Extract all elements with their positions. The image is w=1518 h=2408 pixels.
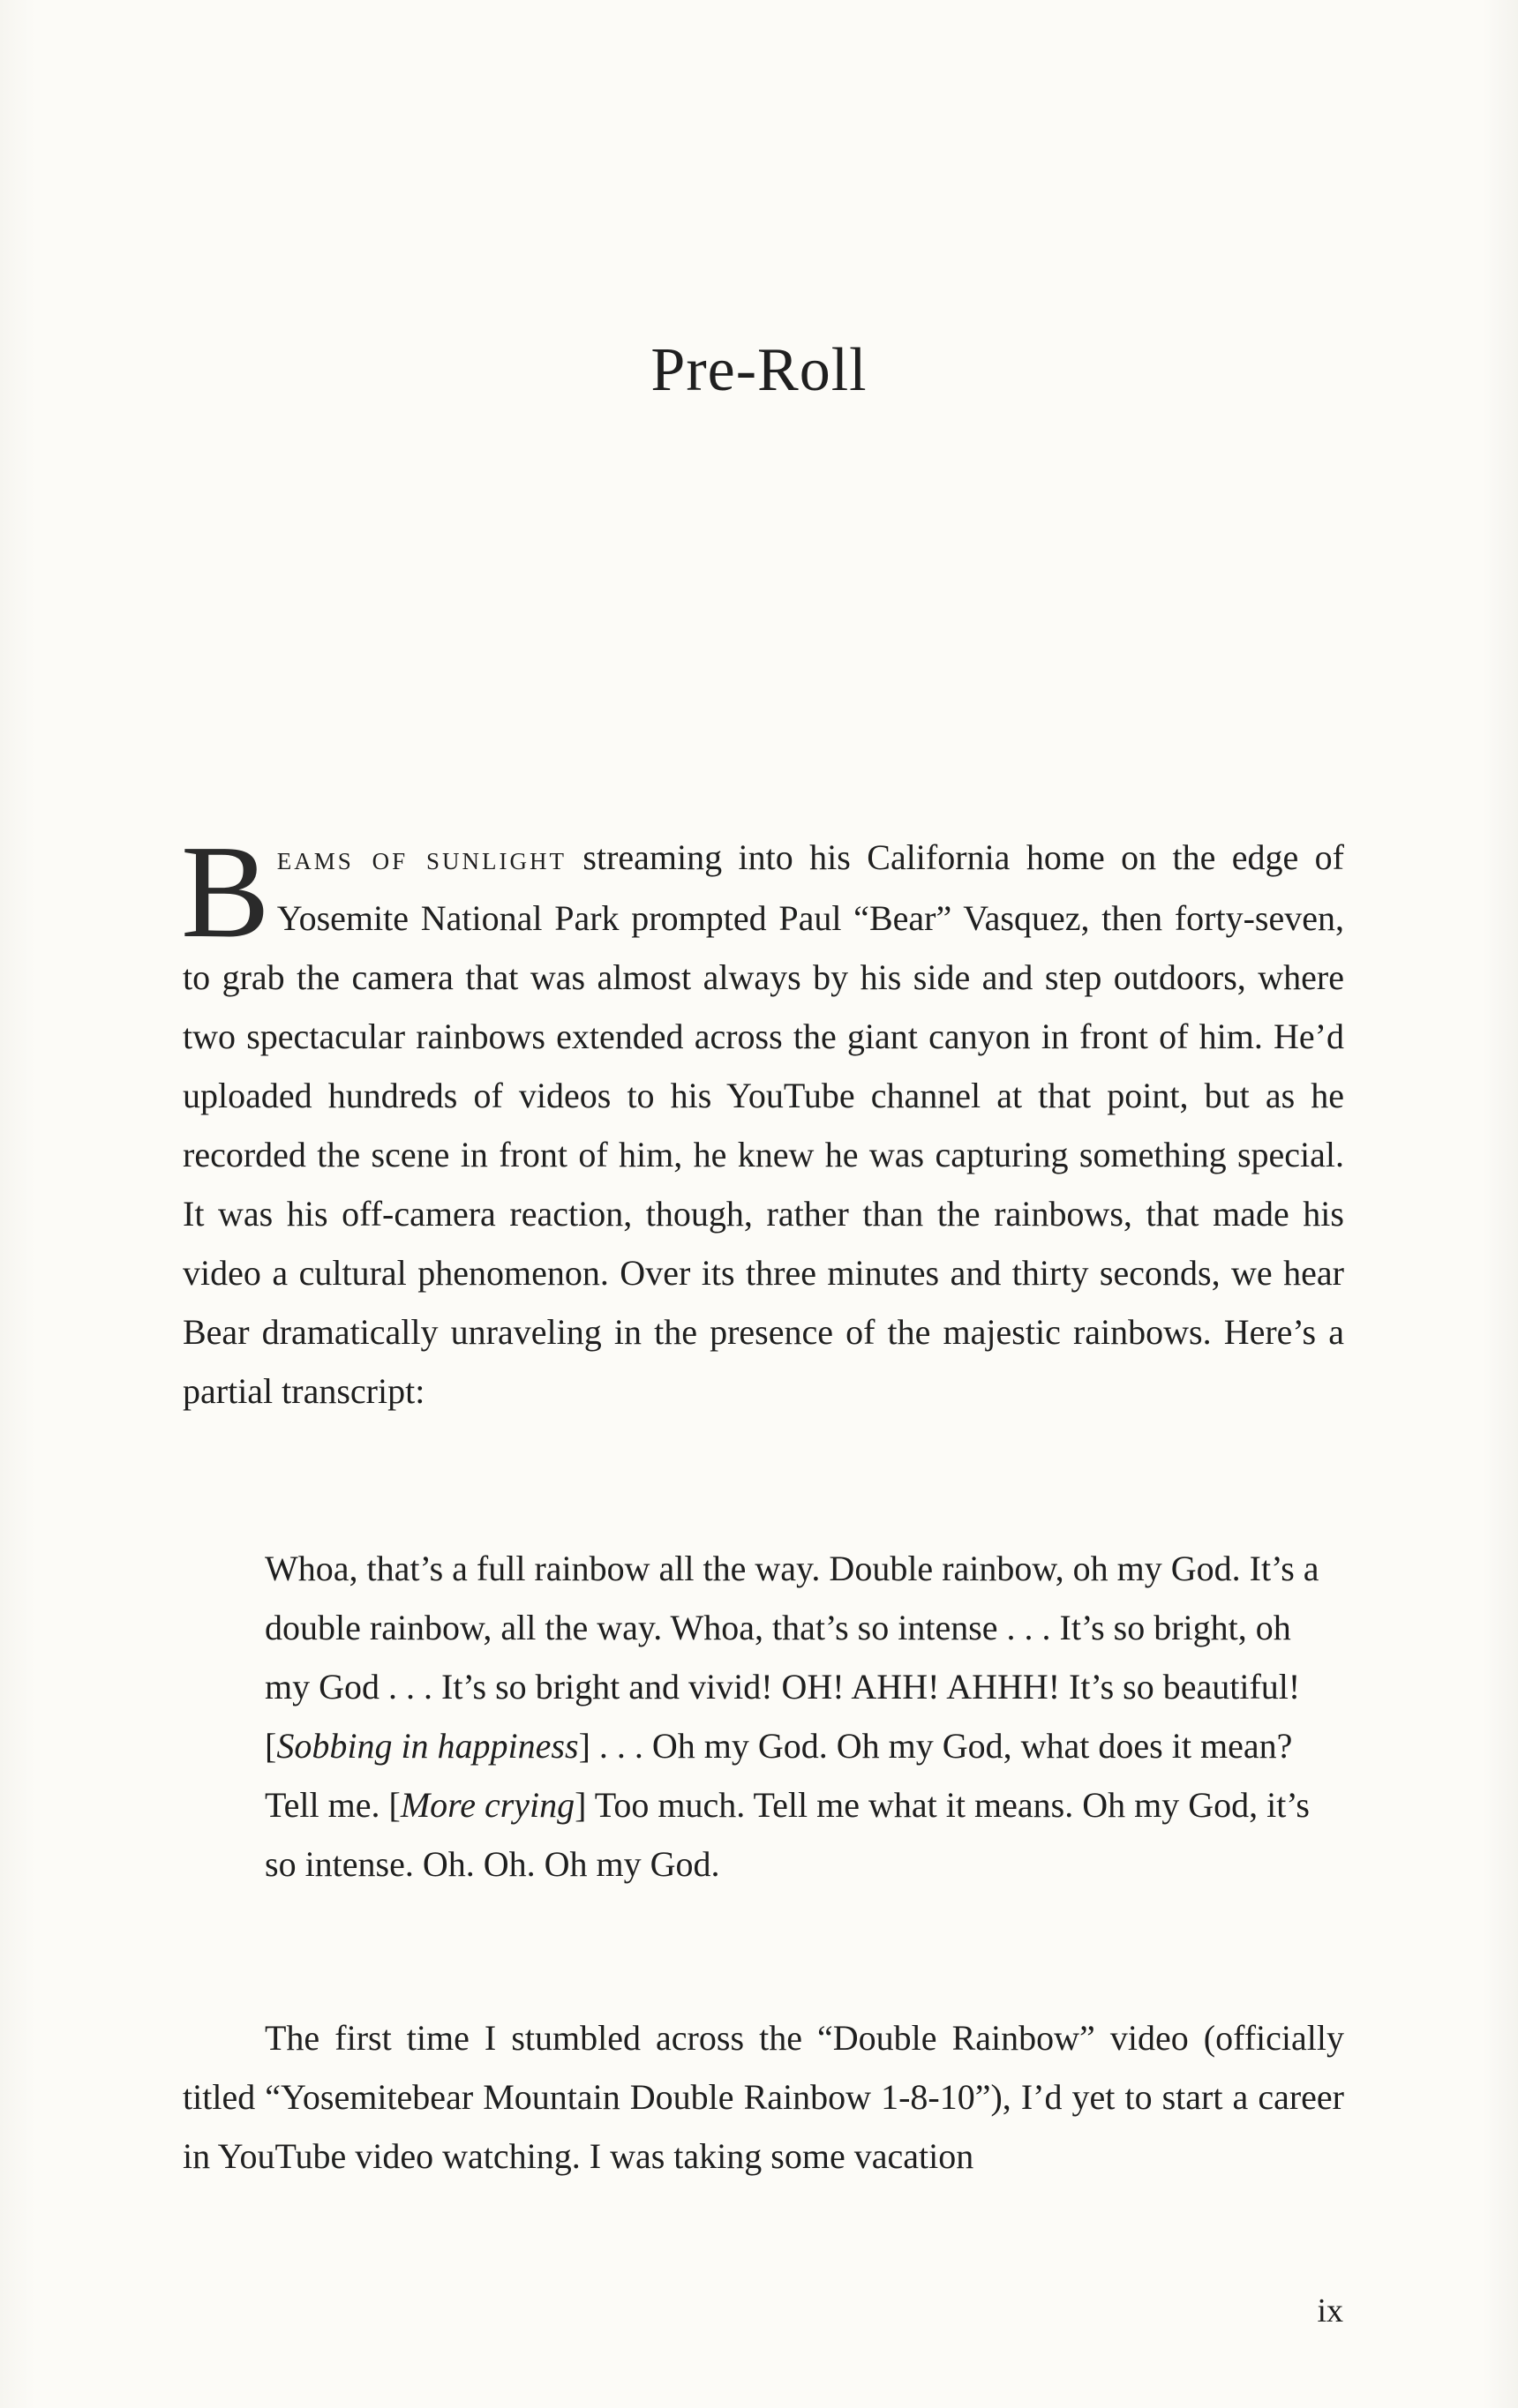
transcript-part-2: ] . . . Oh my God. Oh my God, what does it mean? Tell me. [	[265, 1726, 1293, 1825]
transcript-italic-2: More crying	[400, 1785, 575, 1825]
chapter-title: Pre-Roll	[650, 336, 868, 404]
small-caps-lead: eams of sunlight	[276, 840, 567, 877]
transcript-italic-1: Sobbing in happiness	[276, 1726, 579, 1766]
second-paragraph: The first time I stumbled across the “Double Rainbow” video (officially titled “Yosemitebear Mountain Double Rainbow 1-8-10”), I’d yet to start a career in YouTube video watching. I was taking some vacation	[183, 2018, 1344, 2176]
drop-cap: B	[181, 817, 270, 965]
transcript-part-3: ] Too much. Tell me what it means. Oh my God, it’s so intense. Oh. Oh. Oh my God.	[265, 1785, 1310, 1884]
transcript-blockquote	[265, 1539, 1341, 1894]
transcript-part-1: Whoa, that’s a full rainbow all the way. Double rainbow, oh my God. It’s a double rainbow, all the way. Whoa, that’s so intense . . . It’s so bright, oh my God . . . It’s so bright and vivid! OH! AHH! AHHH! It’s so beautiful! [	[265, 1549, 1319, 1766]
opening-paragraph	[181, 817, 1344, 1421]
page-number: ix	[1317, 2292, 1343, 2329]
opening-paragraph-text: streaming into his California home on the edge of Yosemite National Park prompted Paul “Bear” Vasquez, then forty-seven, to grab the camera that was almost always by his side and step outdoors, where two spectacular rainbows extended across the giant canyon in front of him. He’d uploaded hundreds of videos to his YouTube channel at that point, but as he recorded the scene in front of him, he knew he was capturing something special. It was his off-camera reaction, though, rather than the rainbows, that made his video a cultural phenomenon. Over its three minutes and thirty seconds, we hear Bear dramatically unraveling in the presence of the majestic rainbows. Here’s a partial transcript:	[183, 837, 1344, 1411]
